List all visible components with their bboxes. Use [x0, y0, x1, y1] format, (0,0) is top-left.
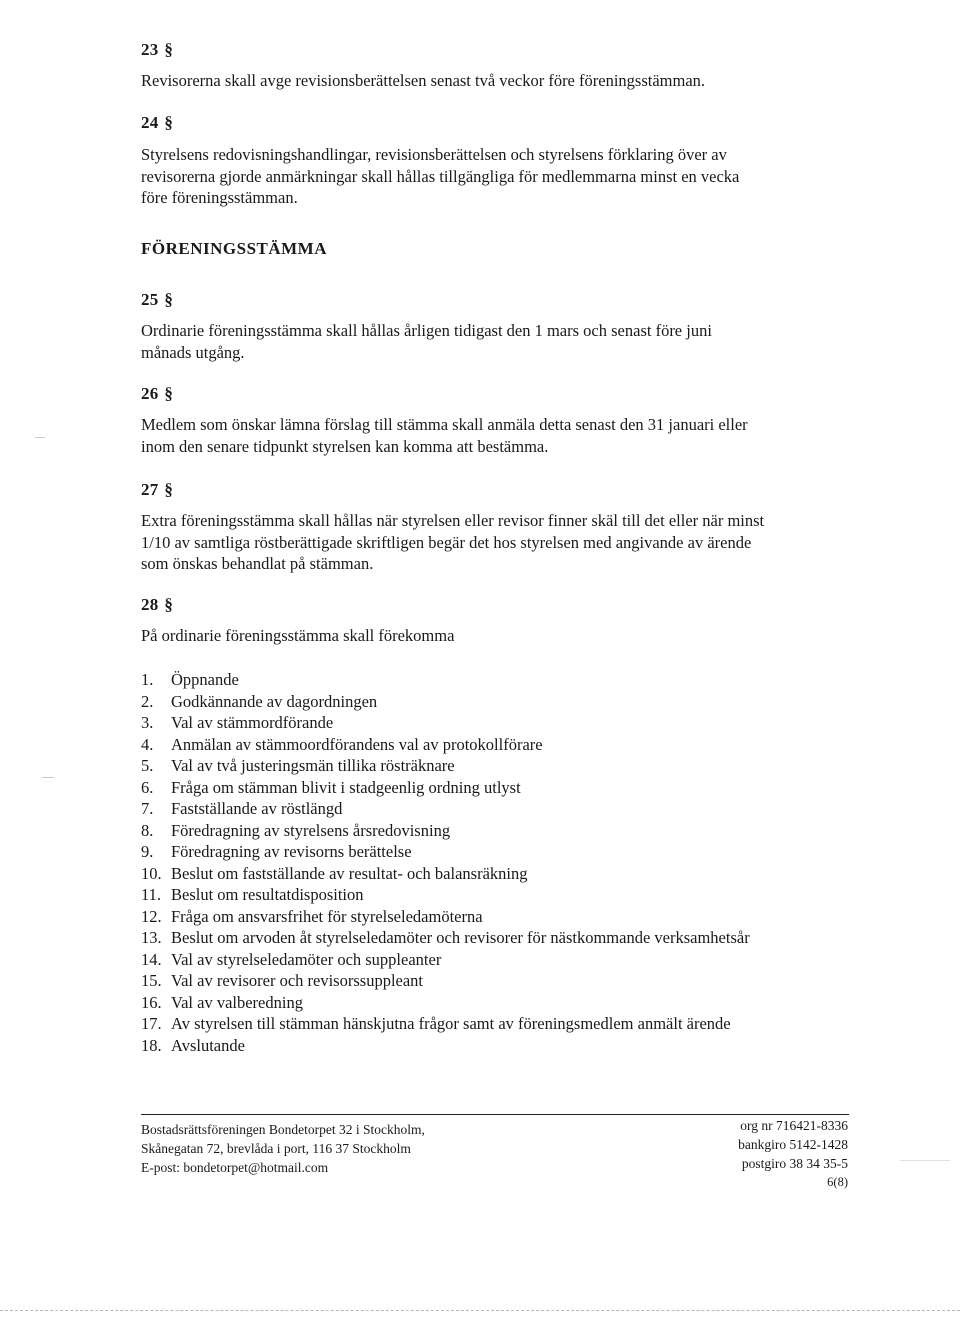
- section-25-line: Ordinarie föreningsstämma skall hållas årligen tidigast den 1 mars och senast före juni: [141, 321, 712, 340]
- agenda-item-number: 8.: [141, 820, 154, 840]
- agenda-item-number: 13.: [141, 928, 162, 947]
- agenda-item: [141, 992, 750, 1014]
- agenda-item-text: Beslut om resultatdisposition: [171, 885, 364, 904]
- agenda-item-text: Föredragning av revisorns berättelse: [171, 842, 412, 861]
- section-24-text: [141, 144, 851, 209]
- agenda-item: [141, 820, 750, 842]
- section-number: 23: [141, 40, 159, 59]
- agenda-item: [141, 906, 750, 928]
- scan-mark: [35, 437, 45, 438]
- page-number: 6(8): [827, 1175, 848, 1189]
- section-25-line: månads utgång.: [141, 342, 245, 362]
- section-23-heading: [141, 40, 173, 60]
- agenda-item-number: 16.: [141, 992, 162, 1012]
- agenda-item-number: 9.: [141, 842, 154, 861]
- agenda-item-number: 5.: [141, 756, 154, 775]
- agenda-item-text: Av styrelsen till stämman hänskjutna frågor samt av föreningsmedlem anmält ärende: [171, 1014, 731, 1033]
- agenda-item-text: Val av två justeringsmän tillika rösträknare: [171, 756, 455, 775]
- chapter-heading: FÖRENINGSSTÄMMA: [141, 239, 328, 258]
- agenda-item: [141, 863, 750, 885]
- section-27-heading: [141, 480, 173, 500]
- agenda-item: [141, 970, 750, 992]
- footer-org-name: Bostadsrättsföreningen Bondetorpet 32 i Stockholm,: [141, 1122, 425, 1137]
- footer-bankgiro: bankgiro 5142-1428: [738, 1137, 848, 1152]
- agenda-item: [141, 755, 750, 777]
- agenda-item-number: 3.: [141, 713, 154, 732]
- agenda-item-text: Val av styrelseledamöter och suppleanter: [171, 949, 442, 969]
- agenda-item: [141, 669, 750, 691]
- agenda-item-text: Val av valberedning: [171, 992, 303, 1012]
- paragraph-symbol: §: [164, 384, 174, 403]
- footer-email: E-post: bondetorpet@hotmail.com: [141, 1160, 329, 1175]
- agenda-item: [141, 691, 750, 713]
- agenda-item-number: 2.: [141, 691, 154, 711]
- agenda-item: [141, 927, 750, 949]
- agenda-item-number: 10.: [141, 863, 162, 883]
- agenda-item-text: Beslut om arvoden åt styrelseledamöter och revisorer för nästkommande verksamhetsår: [171, 928, 750, 947]
- agenda-item: [141, 949, 750, 971]
- agenda-item-text: Godkännande av dagordningen: [171, 691, 378, 711]
- section-25-heading: [141, 290, 173, 310]
- agenda-item-text: Val av revisorer och revisorssuppleant: [171, 971, 424, 990]
- agenda-item-text: Fastställande av röstlängd: [171, 799, 343, 818]
- agenda-item-text: Fråga om stämman blivit i stadgeenlig ordning utlyst: [171, 777, 521, 797]
- agenda-item: [141, 798, 750, 820]
- footer-address-block: [141, 1120, 425, 1177]
- agenda-item: [141, 734, 750, 756]
- footer-divider: [141, 1114, 849, 1115]
- section-27-line: som önskas behandlat på stämman.: [141, 554, 374, 573]
- scan-mark: [900, 1160, 950, 1161]
- section-number: 27: [141, 480, 159, 499]
- section-26-heading: [141, 384, 173, 404]
- section-24-line: Styrelsens redovisningshandlingar, revisionsberättelsen och styrelsens förklaring över av: [141, 145, 727, 164]
- agenda-item: [141, 841, 750, 863]
- agenda-list: [141, 669, 750, 1056]
- paragraph-symbol: §: [164, 113, 174, 132]
- section-24-line: före föreningsstämman.: [141, 188, 298, 207]
- agenda-item-number: 7.: [141, 799, 154, 818]
- agenda-item: [141, 884, 750, 906]
- section-28-intro: På ordinarie föreningsstämma skall förekomma: [141, 626, 455, 645]
- section-27-text: [141, 510, 851, 575]
- agenda-item-number: 1.: [141, 670, 154, 689]
- agenda-item-number: 17.: [141, 1014, 162, 1033]
- agenda-item-number: 12.: [141, 906, 162, 926]
- agenda-item: [141, 1013, 750, 1035]
- agenda-item-text: Beslut om fastställande av resultat- och balansräkning: [171, 863, 528, 883]
- agenda-item-text: Fråga om ansvarsfrihet för styrelseledamöterna: [171, 906, 483, 926]
- section-number: 24: [141, 113, 159, 132]
- agenda-item-text: Anmälan av stämmoordförandens val av protokollförare: [171, 734, 543, 754]
- footer-postgiro: postgiro 38 34 35-5: [741, 1156, 848, 1171]
- agenda-item: [141, 777, 750, 799]
- agenda-item-text: Avslutande: [171, 1035, 245, 1055]
- section-number: 28: [141, 595, 159, 614]
- footer-address: Skånegatan 72, brevlåda i port, 116 37 Stockholm: [141, 1141, 411, 1156]
- section-26-line: Medlem som önskar lämna förslag till stämma skall anmäla detta senast den 31 januari eller: [141, 415, 748, 434]
- section-27-line: Extra föreningsstämma skall hållas när styrelsen eller revisor finner skäl till det eller när minst: [141, 511, 765, 530]
- section-number: 26: [141, 384, 159, 403]
- paragraph-symbol: §: [164, 480, 174, 499]
- agenda-item-number: 14.: [141, 949, 162, 969]
- agenda-item-text: Föredragning av styrelsens årsredovisning: [171, 820, 451, 840]
- section-24-line: revisorerna gjorde anmärkningar skall hållas tillgängliga för medlemmarna minst en vecka: [141, 166, 740, 186]
- section-23-text: Revisorerna skall avge revisionsberättelsen senast två veckor före föreningsstämman.: [141, 71, 706, 90]
- footer-registration-block: [738, 1116, 848, 1192]
- scan-mark: [42, 777, 54, 778]
- agenda-item-number: 18.: [141, 1035, 162, 1055]
- agenda-item-text: Öppnande: [171, 670, 239, 689]
- agenda-item-number: 4.: [141, 734, 154, 754]
- agenda-item-number: 15.: [141, 971, 162, 990]
- section-26-text: [141, 414, 851, 457]
- section-27-line: 1/10 av samtliga röstberättigade skriftligen begär det hos styrelsen med angivande av ärende: [141, 532, 752, 552]
- paragraph-symbol: §: [164, 40, 174, 59]
- section-26-line: inom den senare tidpunkt styrelsen kan komma att bestämma.: [141, 436, 549, 456]
- section-24-heading: [141, 113, 173, 133]
- section-number: 25: [141, 290, 159, 309]
- agenda-item: [141, 1035, 750, 1057]
- agenda-item-number: 6.: [141, 777, 154, 797]
- agenda-item: [141, 712, 750, 734]
- section-28-heading: [141, 595, 173, 615]
- paragraph-symbol: §: [164, 595, 174, 614]
- footer-org-nr: org nr 716421-8336: [740, 1118, 848, 1133]
- paragraph-symbol: §: [164, 290, 174, 309]
- section-25-text: [141, 320, 851, 363]
- scan-edge-line: [0, 1310, 960, 1311]
- agenda-item-text: Val av stämmordförande: [171, 713, 334, 732]
- agenda-item-number: 11.: [141, 885, 162, 904]
